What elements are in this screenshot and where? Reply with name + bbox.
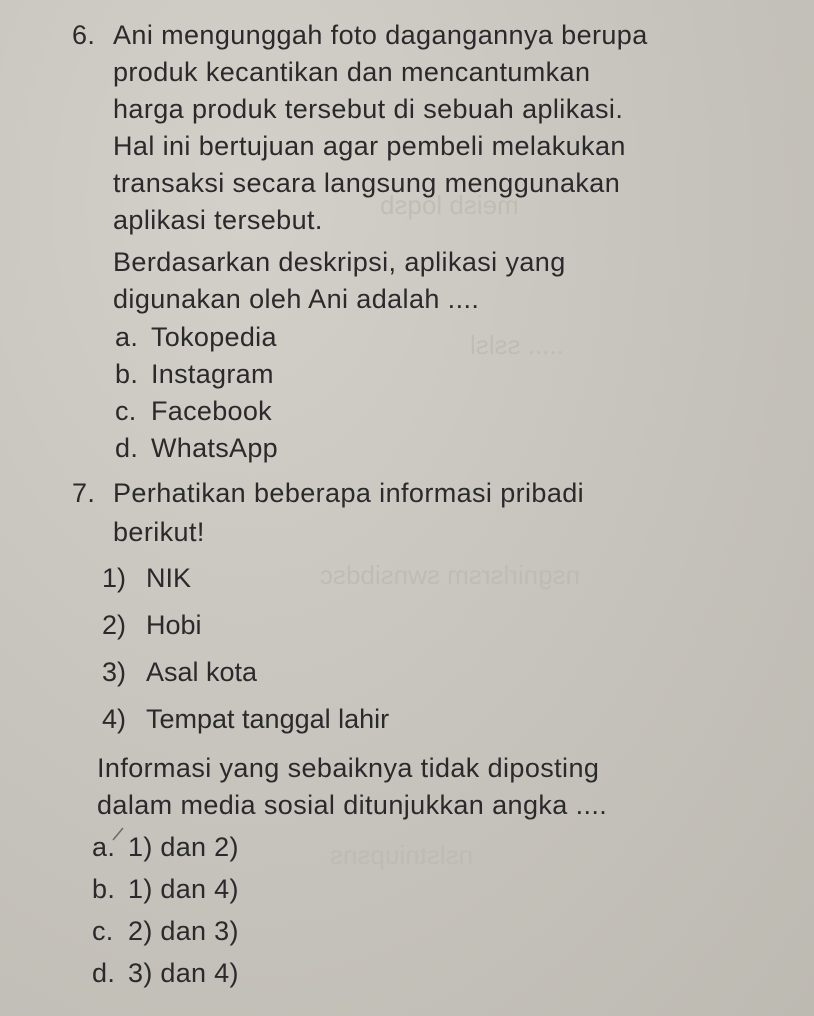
question-7-option-c[interactable] (92, 916, 239, 947)
option-text: Instagram (151, 359, 274, 389)
bleed-through-text: meisb loqsb (380, 190, 519, 220)
question-6-line-4: Hal ini bertujuan agar pembeli melakukan (113, 131, 626, 161)
item-number: 3) (102, 657, 127, 687)
item-text: Asal kota (146, 657, 258, 687)
option-text: 3) dan 4) (128, 958, 239, 988)
question-7-prompt-1: Informasi yang sebaiknya tidak diposting (97, 753, 600, 783)
question-7-item-2 (102, 610, 202, 641)
question-7-item-3 (102, 657, 257, 688)
bleed-through-text: nsgnirlsrsm swnsibdsc (320, 560, 581, 590)
item-text: Hobi (146, 610, 202, 640)
question-7-item-4 (102, 704, 389, 735)
question-6-line-1: Ani mengunggah foto dagangannya berupa (113, 20, 648, 50)
question-6-option-b[interactable] (115, 359, 274, 390)
option-letter: c. (92, 916, 114, 946)
question-7-line-1: Perhatikan beberapa informasi pribadi (113, 478, 585, 508)
question-6-line-5: transaksi secara langsung menggunakan (113, 168, 621, 198)
option-letter: a. (92, 832, 116, 862)
question-6-option-d[interactable] (115, 433, 278, 464)
question-6-line-3: harga produk tersebut di sebuah aplikasi. (113, 94, 624, 124)
item-text: NIK (146, 563, 192, 593)
option-letter: d. (115, 433, 139, 463)
item-number: 4) (102, 704, 127, 734)
question-7-prompt-2: dalam media sosial ditunjukkan angka .... (97, 790, 608, 820)
item-text: Tempat tanggal lahir (146, 704, 390, 734)
question-6-number: 6. (72, 20, 96, 50)
question-6-prompt-1: Berdasarkan deskripsi, aplikasi yang (113, 247, 566, 277)
option-letter: c. (115, 396, 137, 426)
option-letter: d. (92, 958, 116, 988)
option-text: 1) dan 2) (128, 832, 239, 862)
option-text: 1) dan 4) (128, 874, 239, 904)
question-6-option-a[interactable] (115, 322, 277, 353)
bleed-through-text: ..... sslsl (470, 330, 564, 360)
option-text: Tokopedia (151, 322, 277, 352)
question-7-option-b[interactable] (92, 874, 239, 905)
option-text: WhatsApp (151, 433, 278, 463)
question-7-item-1 (102, 563, 191, 594)
question-7-option-d[interactable] (92, 958, 239, 989)
option-letter: a. (115, 322, 139, 352)
option-letter: b. (115, 359, 139, 389)
question-7-number: 7. (72, 478, 96, 508)
question-6-prompt-2: digunakan oleh Ani adalah .... (113, 284, 480, 314)
question-6-line-2: produk kecantikan dan mencantumkan (113, 57, 591, 87)
bleed-through-text: nslstniupsns (330, 840, 474, 870)
question-6-option-c[interactable] (115, 396, 272, 427)
question-6-line-6: aplikasi tersebut. (113, 205, 323, 235)
option-text: Facebook (151, 396, 272, 426)
item-number: 1) (102, 563, 127, 593)
option-text: 2) dan 3) (128, 916, 239, 946)
option-letter: b. (92, 874, 116, 904)
pencil-mark-icon (110, 826, 126, 842)
question-7-line-2: berikut! (113, 517, 205, 547)
item-number: 2) (102, 610, 127, 640)
